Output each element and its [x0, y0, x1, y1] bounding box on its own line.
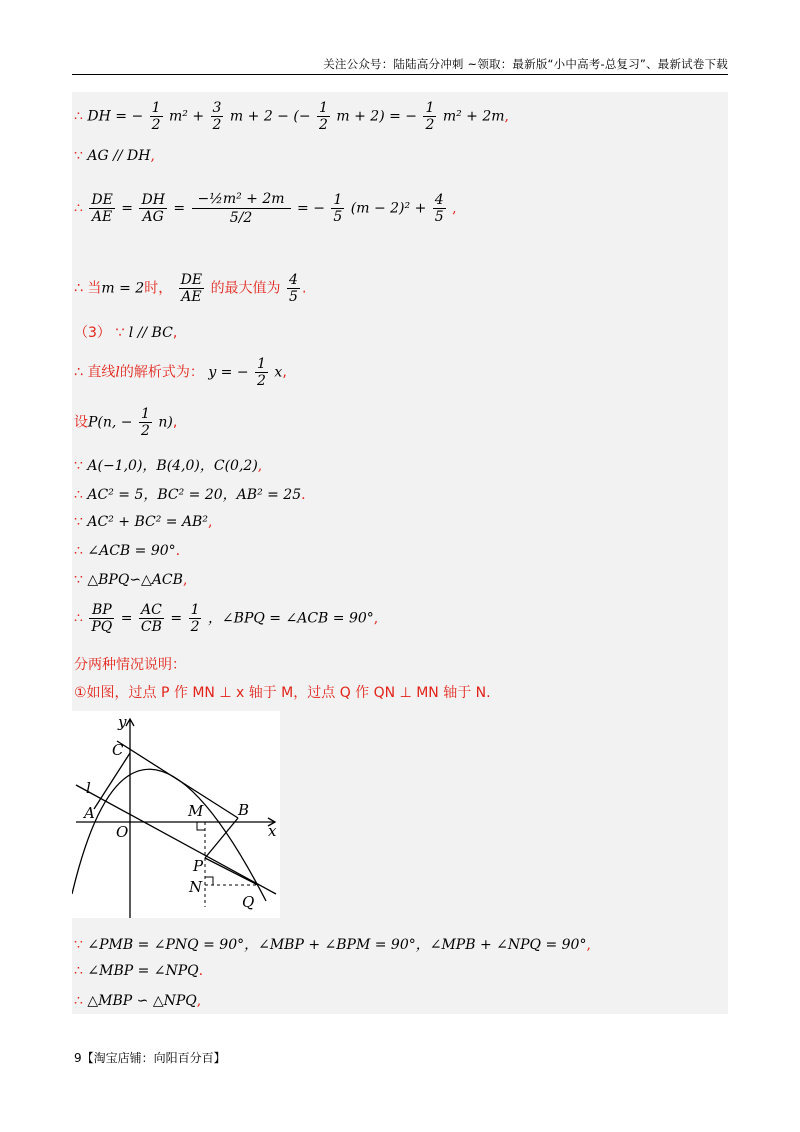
- step-dh-expression: ∴ DH = − $\frac{1}{2}$ m² + $\frac{3}{2}$ m + 2 − (− $\frac{1}{2}$ m + 2) = − $\frac{1}{2}$ m² + 2m,: [74, 100, 509, 133]
- fraction: $\frac{1}{2}$: [425, 100, 435, 133]
- label-a: A: [84, 804, 95, 822]
- because-symbol: ∵: [115, 325, 125, 341]
- step-ag-parallel-dh: ∵ AG // DH,: [74, 148, 155, 164]
- therefore-symbol: ∴: [74, 200, 83, 217]
- therefore-symbol: ∴: [74, 280, 83, 297]
- therefore-symbol: ∴: [74, 364, 83, 381]
- step-ratio-de-ae: ∴ $\frac{DE}{AE}$ = $\frac{DH}{AG}$ = $\frac{\text{−½m² + 2m}}{5/2}$ = − $\frac{1}{5}$ (m − 2)² + $\frac{4}{5}$ ,: [74, 191, 457, 226]
- coordinate-diagram: [72, 711, 280, 918]
- label-m: M: [188, 802, 204, 820]
- step-two-cases: 分两种情况说明：: [74, 657, 186, 673]
- because-symbol: ∵: [74, 148, 83, 164]
- right-angle-m: [197, 822, 205, 830]
- step-angle-relations: ∵ ∠PMB = ∠PNQ = 90°，∠MBP + ∠BPM = 90°，∠MPB + ∠NPQ = 90°,: [74, 937, 591, 953]
- therefore-symbol: ∴: [74, 487, 83, 503]
- fraction: $\frac{1}{2}$: [140, 406, 150, 439]
- label-b: B: [238, 801, 250, 819]
- label-o: O: [116, 823, 129, 841]
- shop-name: 【淘宝店铺：向阳百分百】: [81, 1051, 226, 1065]
- step-right-angle: ∴ ∠ACB = 90°.: [74, 543, 181, 559]
- step-case-1: ①如图，过点 P 作 MN ⊥ x 轴于 M，过点 Q 作 QN ⊥ MN 轴于 N.: [74, 685, 491, 701]
- fraction: $\frac{DE}{AE}$: [180, 272, 203, 305]
- page-number: 9: [74, 1051, 82, 1065]
- therefore-symbol: ∴: [74, 610, 83, 627]
- fraction: $\frac{DH}{AG}$: [141, 192, 165, 225]
- step-side-squares: ∴ AC² = 5，BC² = 20，AB² = 25.: [74, 487, 306, 503]
- part-label: （3）: [74, 325, 111, 341]
- page-header: [72, 56, 728, 75]
- label-l: l: [86, 779, 91, 797]
- fraction: $\frac{1}{2}$: [190, 602, 200, 635]
- because-symbol: ∵: [74, 572, 83, 588]
- fraction: $\frac{4}{5}$: [434, 192, 444, 225]
- step-similar-triangles: ∵ △BPQ∽△ACB,: [74, 572, 188, 588]
- label-p: P: [193, 857, 204, 875]
- because-symbol: ∵: [74, 458, 83, 474]
- step-max-value: ∴ 当m = 2时， $\frac{DE}{AE}$ 的最大值为 $\frac{4}{5}$ .: [74, 272, 307, 305]
- fraction: $\frac{1}{2}$: [151, 100, 161, 133]
- therefore-symbol: ∴: [74, 543, 83, 559]
- header-text: 关注公众号：陆陆高分冲刺 ~领取：最新版“小中高考-总复习”、最新试卷下载: [323, 57, 728, 71]
- fraction: $\frac{1}{5}$: [333, 192, 343, 225]
- step-ratio-bp-pq: ∴ $\frac{BP}{PQ}$ = $\frac{AC}{CB}$ = $\frac{1}{2}$ ，∠BPQ = ∠ACB = 90°,: [74, 602, 379, 635]
- therefore-symbol: ∴: [74, 963, 83, 979]
- right-angle-n: [205, 877, 213, 885]
- page-footer: [74, 1049, 226, 1066]
- fraction: $\frac{1}{2}$: [257, 356, 266, 389]
- therefore-symbol: ∴: [74, 993, 83, 1009]
- geometry-figure: [72, 711, 280, 918]
- therefore-symbol: ∴: [74, 108, 83, 125]
- step-line-l-equation: ∴ 直线l的解析式为： y = − $\frac{1}{2}$ x,: [74, 356, 287, 389]
- segment-ac: [94, 753, 130, 809]
- step-pythagorean: ∵ AC² + BC² = AB²,: [74, 514, 213, 530]
- label-y: y: [118, 713, 127, 731]
- line-bc: [117, 741, 238, 818]
- compound-fraction: $\frac{\text{−½m² + 2m}}{5/2}$: [192, 190, 291, 227]
- fraction: $\frac{4}{5}$: [289, 272, 298, 305]
- segment-bp: [205, 818, 238, 858]
- fraction: $\frac{AC}{CB}$: [140, 602, 162, 635]
- fraction: $\frac{BP}{PQ}$: [91, 602, 113, 635]
- step-set-p: 设P(n, − $\frac{1}{2}$ n),: [74, 406, 178, 439]
- step-part3-parallel: （3） ∵ l // BC,: [74, 325, 178, 341]
- label-c: C: [112, 741, 124, 759]
- because-symbol: ∵: [74, 514, 83, 530]
- fraction: $\frac{DE}{AE}$: [91, 192, 113, 225]
- label-n: N: [189, 878, 203, 896]
- step-similar-mbp-npq: ∴ △MBP ∽ △NPQ,: [74, 993, 202, 1009]
- label-q: Q: [242, 893, 255, 911]
- fraction: $\frac{1}{2}$: [319, 100, 328, 133]
- label-x: x: [268, 822, 277, 840]
- because-symbol: ∵: [74, 937, 83, 953]
- step-points-abc: ∵ A(−1,0)，B(4,0)，C(0,2),: [74, 458, 263, 474]
- step-equal-angles: ∴ ∠MBP = ∠NPQ.: [74, 963, 204, 979]
- fraction: $\frac{3}{2}$: [212, 100, 222, 133]
